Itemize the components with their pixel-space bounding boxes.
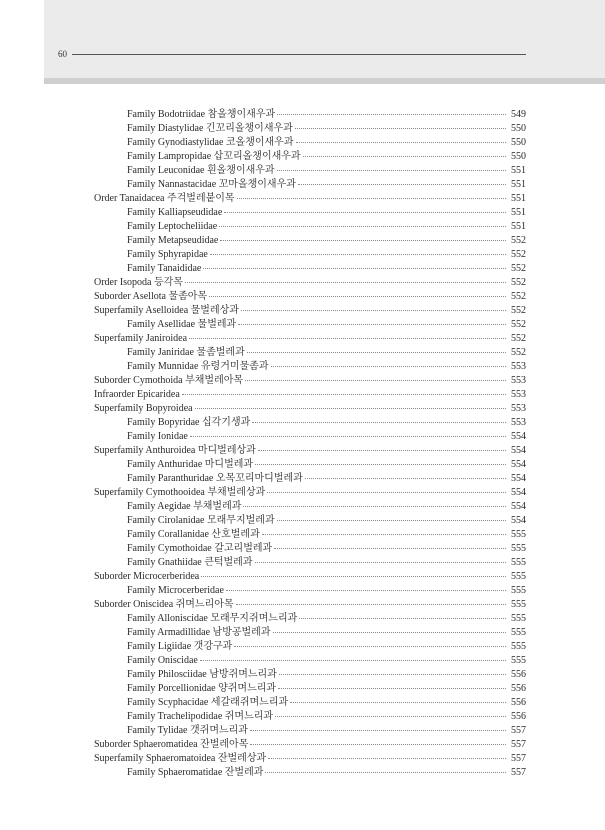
toc-entry-label: Family Tanaididae xyxy=(127,263,202,274)
dot-leader xyxy=(274,548,506,549)
toc-entry xyxy=(94,766,526,780)
dot-leader xyxy=(190,436,506,437)
toc-entry-label: Family Gnathiidae 큰턱벌레과 xyxy=(127,557,253,568)
toc-entry-page: 551 xyxy=(511,221,526,232)
toc-entry-label: Suborder Oniscidea 쥐며느리아목 xyxy=(94,599,234,610)
toc-entry-page: 549 xyxy=(511,109,526,120)
toc-entry-page: 552 xyxy=(511,333,526,344)
toc-entry-page: 557 xyxy=(511,725,526,736)
toc-entry-page: 555 xyxy=(511,655,526,666)
toc-entry xyxy=(94,752,526,766)
toc-entry-page: 555 xyxy=(511,557,526,568)
toc-entry xyxy=(94,136,526,150)
toc-entry-label: Family Metapseudidae xyxy=(127,235,219,246)
toc-entry-label: Infraorder Epicaridea xyxy=(94,389,180,400)
toc-entry-label: Family Leptocheliidae xyxy=(127,221,218,232)
toc-entry-page: 555 xyxy=(511,641,526,652)
dot-leader xyxy=(271,366,506,367)
page-header xyxy=(44,0,605,78)
toc-entry-label: Superfamily Sphaeromatoidea 잔벌레상과 xyxy=(94,753,267,764)
dot-leader xyxy=(258,450,506,451)
dot-leader xyxy=(224,212,506,213)
toc-entry xyxy=(94,206,526,220)
dot-leader xyxy=(290,702,506,703)
toc-entry xyxy=(94,416,526,430)
dot-leader xyxy=(243,506,506,507)
toc-entry xyxy=(94,318,526,332)
dot-leader xyxy=(299,618,506,619)
dot-leader xyxy=(279,674,506,675)
toc-entry-page: 553 xyxy=(511,375,526,386)
toc-entry-page: 551 xyxy=(511,193,526,204)
toc-entry-label: Family Aegidae 부채벌레과 xyxy=(127,501,242,512)
toc-entry-label: Family Alloniscidae 모래무지쥐며느리과 xyxy=(127,613,298,624)
toc-entry-label: Superfamily Anthuroidea 마디벌레상과 xyxy=(94,445,256,456)
toc-entry-page: 550 xyxy=(511,151,526,162)
toc-entry-page: 555 xyxy=(511,599,526,610)
toc-entry xyxy=(94,598,526,612)
toc-entry-label: Family Porcellionidae 양쥐며느리과 xyxy=(127,683,277,694)
dot-leader xyxy=(245,380,506,381)
dot-leader xyxy=(255,562,506,563)
toc-entry-label: Family Lampropidae 삽꼬리올챙이새우과 xyxy=(127,151,301,162)
dot-leader xyxy=(195,408,506,409)
toc-entry-page: 555 xyxy=(511,585,526,596)
dot-leader xyxy=(273,632,506,633)
dot-leader xyxy=(296,142,507,143)
toc-entry-label: Superfamily Janiroidea xyxy=(94,333,188,344)
toc-entry-label: Family Ionidae xyxy=(127,431,188,442)
toc-entry-page: 552 xyxy=(511,305,526,316)
toc-entry xyxy=(94,486,526,500)
toc-entry-label: Family Scyphacidae 세갈래쥐며느리과 xyxy=(127,697,289,708)
toc-entry xyxy=(94,178,526,192)
toc-entry-page: 552 xyxy=(511,291,526,302)
toc-entry-label: Family Philosciidae 남방쥐며느리과 xyxy=(127,669,277,680)
toc-entry-label: Family Tylidae 갯쥐며느리과 xyxy=(127,725,248,736)
toc-entry-label: Family Cirolanidae 모래무지벌레과 xyxy=(127,515,275,526)
toc-entry-page: 553 xyxy=(511,361,526,372)
header-shadow xyxy=(44,78,605,84)
dot-leader xyxy=(265,772,506,773)
toc-entry-page: 553 xyxy=(511,389,526,400)
toc-entry-page: 552 xyxy=(511,277,526,288)
toc-entry-label: Family Nannastacidae 꼬마올챙이새우과 xyxy=(127,179,296,190)
toc-entry xyxy=(94,500,526,514)
toc-entry-label: Suborder Sphaeromatidea 잔벌레아목 xyxy=(94,739,249,750)
dot-leader xyxy=(277,114,506,115)
toc-entry xyxy=(94,262,526,276)
dot-leader xyxy=(220,240,506,241)
toc-entry-page: 555 xyxy=(511,543,526,554)
toc-entry-page: 556 xyxy=(511,669,526,680)
toc-entry-page: 556 xyxy=(511,683,526,694)
toc-entry xyxy=(94,696,526,710)
toc-entry xyxy=(94,724,526,738)
toc-entry xyxy=(94,402,526,416)
toc-entry-page: 555 xyxy=(511,571,526,582)
toc-entry-label: Family Leuconidae 흰올챙이새우과 xyxy=(127,165,275,176)
toc-entry-label: Family Bopyridae 십각기생과 xyxy=(127,417,251,428)
toc-entry-page: 554 xyxy=(511,445,526,456)
toc-entry-label: Family Microcerberidae xyxy=(127,585,224,596)
toc-entry xyxy=(94,514,526,528)
toc-entry-page: 557 xyxy=(511,767,526,778)
dot-leader xyxy=(234,646,506,647)
toc-entry xyxy=(94,108,526,122)
dot-leader xyxy=(209,296,506,297)
toc-entry-page: 557 xyxy=(511,753,526,764)
dot-leader xyxy=(200,660,506,661)
toc-entry-page: 554 xyxy=(511,515,526,526)
toc-entry-page: 551 xyxy=(511,165,526,176)
toc-entry-label: Order Tanaidacea 주걱벌레붙이목 xyxy=(94,193,235,204)
dot-leader xyxy=(189,338,506,339)
table-of-contents xyxy=(94,108,526,780)
toc-entry xyxy=(94,360,526,374)
toc-entry-page: 552 xyxy=(511,263,526,274)
toc-entry-label: Family Asellidae 물벌레과 xyxy=(127,319,237,330)
dot-leader xyxy=(262,534,506,535)
toc-entry xyxy=(94,542,526,556)
dot-leader xyxy=(203,268,506,269)
toc-entry-label: Family Anthuridae 마디벌레과 xyxy=(127,459,254,470)
header-rule xyxy=(72,54,526,55)
toc-entry xyxy=(94,430,526,444)
toc-entry-page: 550 xyxy=(511,123,526,134)
toc-entry-label: Family Bodotriidae 참올챙이새우과 xyxy=(127,109,276,120)
toc-entry-label: Family Kalliapseudidae xyxy=(127,207,223,218)
toc-entry xyxy=(94,472,526,486)
toc-entry-label: Suborder Asellota 물좀아목 xyxy=(94,291,208,302)
dot-leader xyxy=(267,492,506,493)
toc-entry-label: Family Paranthuridae 오목꼬리마디벌레과 xyxy=(127,473,303,484)
page-number: 60 xyxy=(58,49,67,59)
toc-entry-page: 554 xyxy=(511,431,526,442)
toc-entry xyxy=(94,304,526,318)
dot-leader xyxy=(305,478,506,479)
toc-entry xyxy=(94,164,526,178)
toc-entry xyxy=(94,290,526,304)
toc-entry xyxy=(94,248,526,262)
toc-entry-page: 552 xyxy=(511,249,526,260)
dot-leader xyxy=(268,758,506,759)
dot-leader xyxy=(182,394,506,395)
dot-leader xyxy=(295,128,506,129)
toc-entry xyxy=(94,528,526,542)
toc-entry xyxy=(94,682,526,696)
toc-entry xyxy=(94,640,526,654)
toc-entry xyxy=(94,710,526,724)
dot-leader xyxy=(250,744,506,745)
toc-entry-label: Family Sphaeromatidae 잔벌레과 xyxy=(127,767,264,778)
dot-leader xyxy=(238,324,506,325)
toc-entry-label: Family Trachelipodidae 쥐며느리과 xyxy=(127,711,274,722)
dot-leader xyxy=(298,184,506,185)
toc-entry xyxy=(94,220,526,234)
toc-entry-label: Suborder Cymothoida 부채벌레아목 xyxy=(94,375,244,386)
toc-entry xyxy=(94,738,526,752)
toc-entry-page: 555 xyxy=(511,613,526,624)
toc-entry xyxy=(94,122,526,136)
toc-entry xyxy=(94,626,526,640)
toc-entry-page: 554 xyxy=(511,459,526,470)
dot-leader xyxy=(247,352,506,353)
toc-entry-page: 554 xyxy=(511,501,526,512)
toc-entry-label: Family Sphyrapidae xyxy=(127,249,208,260)
toc-entry-page: 553 xyxy=(511,403,526,414)
toc-entry-page: 555 xyxy=(511,529,526,540)
toc-entry-label: Family Janiridae 물좀벌레과 xyxy=(127,347,245,358)
dot-leader xyxy=(278,688,506,689)
toc-entry-page: 556 xyxy=(511,697,526,708)
toc-entry xyxy=(94,234,526,248)
dot-leader xyxy=(277,170,506,171)
dot-leader xyxy=(219,226,506,227)
toc-entry-page: 550 xyxy=(511,137,526,148)
dot-leader xyxy=(201,576,506,577)
toc-entry-label: Superfamily Aselloidea 물벌레상과 xyxy=(94,305,239,316)
toc-entry xyxy=(94,570,526,584)
toc-entry-label: Superfamily Cymothooidea 부채벌레상과 xyxy=(94,487,266,498)
toc-entry-page: 555 xyxy=(511,627,526,638)
toc-entry-label: Family Corallanidae 산호벌레과 xyxy=(127,529,260,540)
toc-entry-page: 554 xyxy=(511,473,526,484)
dot-leader xyxy=(303,156,506,157)
toc-entry xyxy=(94,612,526,626)
toc-entry xyxy=(94,584,526,598)
toc-entry-label: Superfamily Bopyroidea xyxy=(94,403,193,414)
dot-leader xyxy=(236,604,506,605)
toc-entry-page: 551 xyxy=(511,207,526,218)
toc-entry-label: Suborder Microcerberidea xyxy=(94,571,200,582)
toc-entry-page: 554 xyxy=(511,487,526,498)
toc-entry-label: Family Gynodiastylidae 코올챙이새우과 xyxy=(127,137,294,148)
toc-entry xyxy=(94,150,526,164)
toc-entry-label: Family Diastylidae 긴꼬리올챙이새우과 xyxy=(127,123,293,134)
toc-entry xyxy=(94,668,526,682)
dot-leader xyxy=(250,730,506,731)
toc-entry-page: 557 xyxy=(511,739,526,750)
dot-leader xyxy=(277,520,506,521)
toc-entry-label: Family Munnidae 유령거미물좀과 xyxy=(127,361,269,372)
dot-leader xyxy=(210,254,506,255)
toc-entry xyxy=(94,346,526,360)
toc-entry-page: 553 xyxy=(511,417,526,428)
toc-entry-page: 552 xyxy=(511,347,526,358)
toc-entry-page: 556 xyxy=(511,711,526,722)
toc-entry-label: Family Oniscidae xyxy=(127,655,198,666)
toc-entry-label: Family Armadillidae 남방공벌레과 xyxy=(127,627,271,638)
dot-leader xyxy=(237,198,506,199)
toc-entry-label: Family Ligiidae 갯강구과 xyxy=(127,641,233,652)
toc-entry xyxy=(94,374,526,388)
toc-entry xyxy=(94,458,526,472)
toc-entry-page: 552 xyxy=(511,319,526,330)
toc-entry-page: 551 xyxy=(511,179,526,190)
dot-leader xyxy=(241,310,506,311)
toc-entry-label: Order Isopoda 등각목 xyxy=(94,277,183,288)
toc-entry xyxy=(94,192,526,206)
toc-entry xyxy=(94,276,526,290)
toc-entry-page: 552 xyxy=(511,235,526,246)
toc-entry xyxy=(94,444,526,458)
dot-leader xyxy=(252,422,506,423)
toc-entry xyxy=(94,332,526,346)
dot-leader xyxy=(226,590,506,591)
dot-leader xyxy=(185,282,506,283)
toc-entry xyxy=(94,388,526,402)
toc-entry-label: Family Cymothoidae 갈고리벌레과 xyxy=(127,543,273,554)
toc-entry xyxy=(94,556,526,570)
dot-leader xyxy=(255,464,506,465)
toc-entry xyxy=(94,654,526,668)
dot-leader xyxy=(275,716,506,717)
